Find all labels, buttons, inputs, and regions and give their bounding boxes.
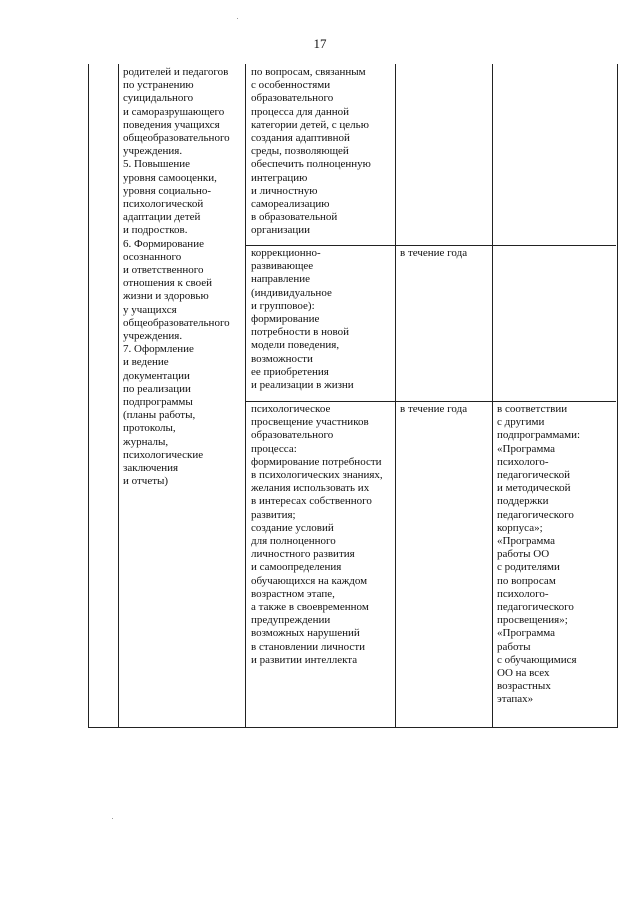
direction-cell-1: по вопросам, связанным с особенностями образовательного процесса для данной категории детей, с целью создания адаптивной среды, позволяющей обеспечить полноценную интеграцию и личностную самореализацию в образовательной организации [251,66,371,237]
direction-cell-3: психологическое просвещение участников образовательного процесса: формирование потребности в психологических знаниях, желания использовать их в интересах собственного развития; создание условий для полноценного личностного развития и самоопределения обучающихся на каждом возрастном этапе, а также в своевременном предупреждении возможных нарушений в становлении личности и развитии интеллекта [251,403,383,666]
direction-cell-2: коррекционно- развивающее направление (индивидуальное и групповое): формирование потребности в новой модели поведения, возможности ее приобретения и реализации в жизни [251,247,354,392]
row-divider-2 [245,401,616,402]
column-divider-4 [492,64,493,727]
scan-speck [237,18,238,19]
term-cell-2: в течение года [400,247,468,259]
term-cell-3: в течение года [400,403,468,415]
column-divider-1 [118,64,119,727]
page-number: 17 [313,36,327,51]
column-divider-3 [395,64,396,727]
scan-speck [112,818,113,819]
column-divider-2 [245,64,246,727]
activities-cell: родителей и педагогов по устранению суицидального и саморазрушающего поведения учащихся общеобразовательного учреждения. 5. Повышение уровня самооценки, уровня социально- психологической адаптации детей и подростков. 6. Формирование осознанного и ответственного отношения к своей жизни и здоровью у учащихся общеобразовательного учреждения. 7. Оформление и ведение документации по реализации подпрограммы (планы работы, протоколы, журналы, психологические заключения и отчеты) [123,66,230,488]
note-cell-3: в соответствии с другими подпрограммами: «Программа психолого- педагогической и методической поддержки педагогического корпуса»; «Программа работы ОО с родителями по вопросам психолого- педагогического просвещения»; «Программа работы с обучающимися ОО на всех возрастных этапах» [497,403,581,706]
row-divider-1 [245,245,616,246]
